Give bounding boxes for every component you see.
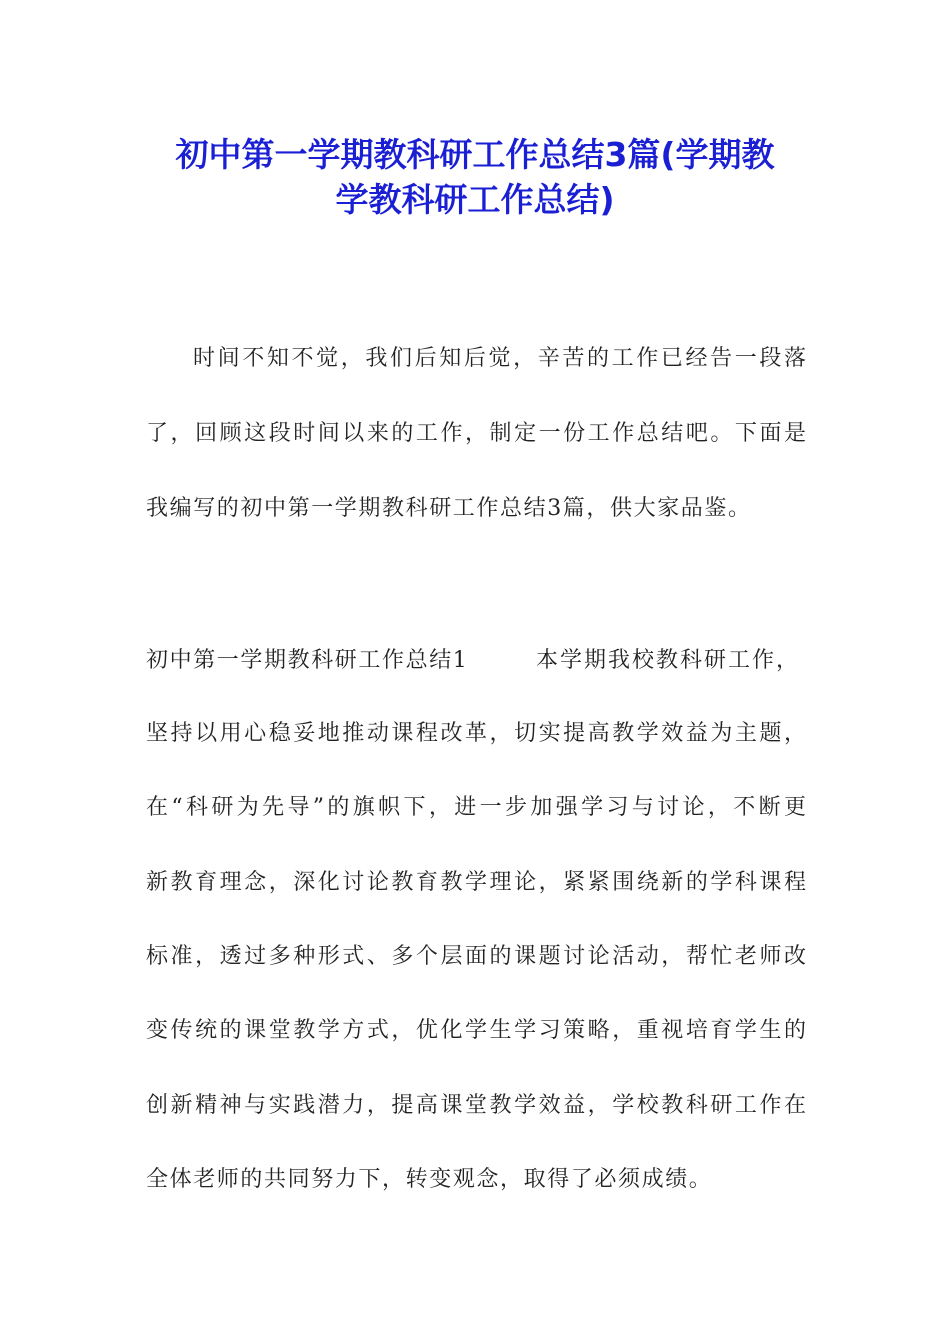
section-heading: 初中第一学期教科研工作总结1 [146, 648, 469, 673]
intro-paragraph-line: 了，回顾这段时间以来的工作，制定一份工作总结吧。下面是 [146, 421, 806, 446]
section-body-line: 全体老师的共同努力下，转变观念，取得了必须成绩。 [146, 1167, 713, 1192]
section-body-line: 新教育理念，深化讨论教育教学理论，紧紧围绕新的学科课程 [146, 870, 806, 895]
section-body-line: 坚持以用心稳妥地推动课程改革，切实提高教学效益为主题， [146, 721, 806, 746]
section-body-line: 标准，透过多种形式、多个层面的课题讨论活动，帮忙老师改 [146, 944, 806, 969]
intro-paragraph-line: 我编写的初中第一学期教科研工作总结3篇，供大家品鉴。 [146, 496, 752, 521]
document-title-line-2: 学教科研工作总结) [335, 180, 615, 219]
section-body-line: 创新精神与实践潜力，提高课堂教学效益，学校教科研工作在 [146, 1093, 806, 1118]
section-body-line: 变传统的课堂教学方式，优化学生学习策略，重视培育学生的 [146, 1018, 806, 1043]
section-lead-text: 本学期我校教科研工作， [536, 648, 801, 673]
section-body-line: 在“科研为先导”的旗帜下，进一步加强学习与讨论，不断更 [146, 795, 806, 820]
intro-paragraph-line: 时间不知不觉，我们后知后觉，辛苦的工作已经告一段落 [193, 346, 806, 371]
document-title-line-1: 初中第一学期教科研工作总结3篇(学期教 [175, 135, 775, 174]
